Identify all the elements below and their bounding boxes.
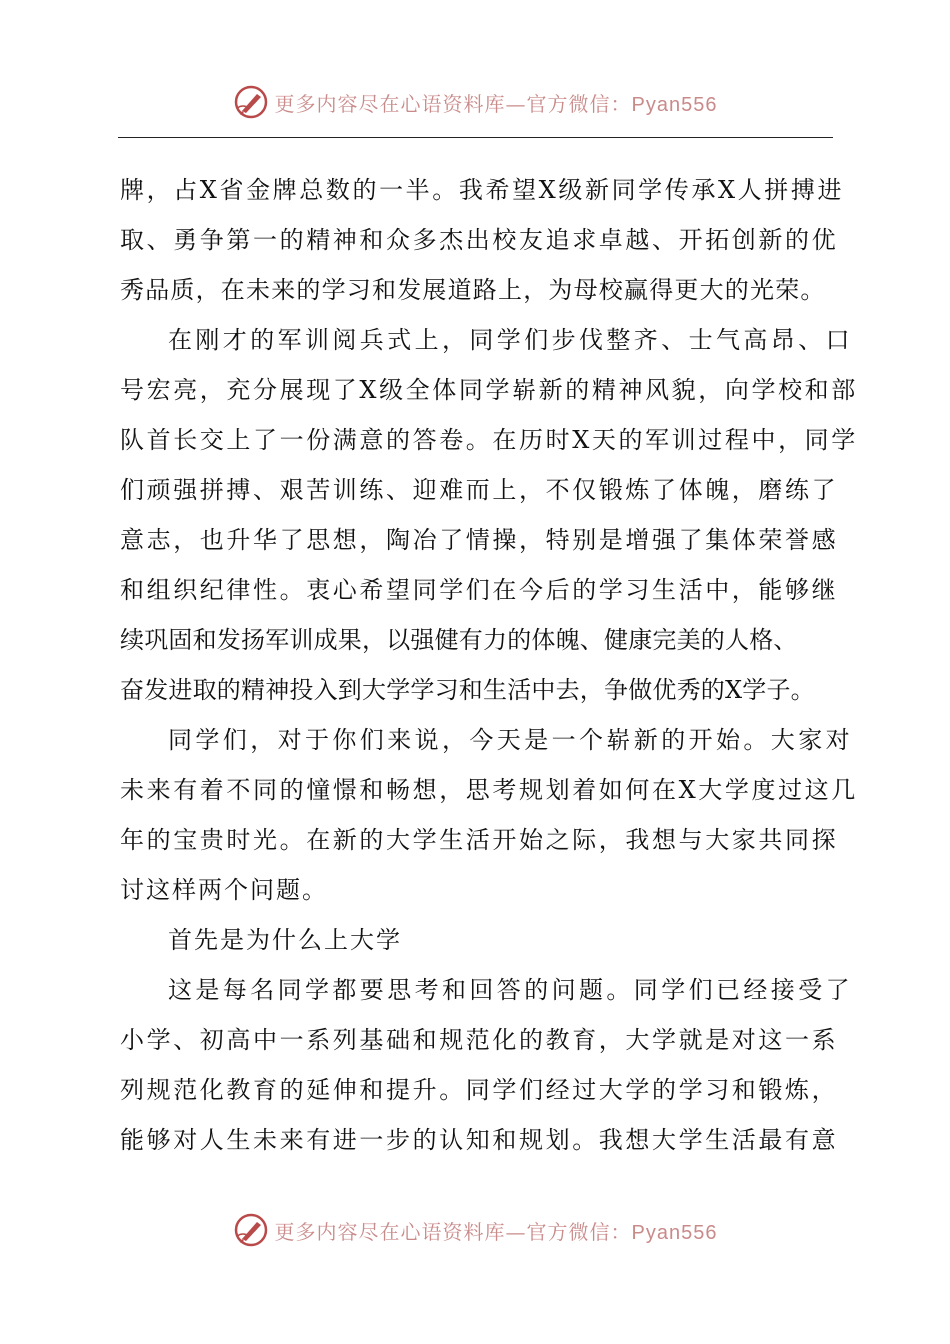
pen-logo-icon xyxy=(233,1212,269,1248)
header-banner-label: 更多内容尽在心语资料库—官方微信： xyxy=(274,91,632,116)
body-line: 同学们，对于你们来说，今天是一个崭新的开始。大家对 xyxy=(168,726,853,754)
body-line: 列规范化教育的延伸和提升。同学们经过大学的学习和锻炼， xyxy=(120,1076,839,1104)
body-line: 在刚才的军训阅兵式上，同学们步伐整齐、士气高昂、口 xyxy=(168,326,853,354)
pen-logo-icon xyxy=(233,84,269,120)
footer-banner-label: 更多内容尽在心语资料库—官方微信： xyxy=(274,1219,632,1244)
body-line: 取、勇争第一的精神和众多杰出校友追求卓越、开拓创新的优 xyxy=(120,226,839,254)
body-line: 队首长交上了一份满意的答卷。在历时X天的军训过程中，同学 xyxy=(120,426,858,454)
body-line: 奋发进取的精神投入到大学学习和生活中去，争做优秀的X学子。 xyxy=(120,676,815,704)
body-line: 讨这样两个问题。 xyxy=(120,876,328,904)
body-line: 号宏亮，充分展现了X级全体同学崭新的精神风貌，向学校和部 xyxy=(120,376,858,404)
body-line: 和组织纪律性。衷心希望同学们在今后的学习生活中，能够继 xyxy=(120,576,839,604)
footer-banner xyxy=(0,1210,950,1250)
body-line: 这是每名同学都要思考和回答的问题。同学们已经接受了 xyxy=(168,976,853,1004)
body-line: 未来有着不同的憧憬和畅想，思考规划着如何在X大学度过这几 xyxy=(120,776,858,804)
body-line: 能够对人生未来有进一步的认知和规划。我想大学生活最有意 xyxy=(120,1126,839,1154)
body-line: 牌，占X省金牌总数的一半。我希望X级新同学传承X人拼搏进 xyxy=(120,176,845,204)
header-banner xyxy=(0,82,950,122)
header-wechat-id: Pyan556 xyxy=(631,93,718,116)
body-line: 意志，也升华了思想，陶冶了情操，特别是增强了集体荣誉感 xyxy=(120,526,839,554)
body-line: 小学、初高中一系列基础和规范化的教育，大学就是对这一系 xyxy=(120,1026,839,1054)
body-line: 秀品质，在未来的学习和发展道路上，为母校赢得更大的光荣。 xyxy=(120,276,826,304)
body-line: 年的宝贵时光。在新的大学生活开始之际，我想与大家共同探 xyxy=(120,826,839,854)
section-heading: 首先是为什么上大学 xyxy=(168,926,402,954)
body-line: 们顽强拼搏、艰苦训练、迎难而上，不仅锻炼了体魄，磨练了 xyxy=(120,476,839,504)
header-divider xyxy=(118,137,833,138)
footer-wechat-id: Pyan556 xyxy=(631,1221,718,1244)
body-line: 续巩固和发扬军训成果，以强健有力的体魄、健康完美的人格、 xyxy=(120,626,798,654)
header-banner-text xyxy=(275,88,718,117)
footer-banner-text xyxy=(275,1216,718,1245)
document-body xyxy=(120,165,858,1165)
